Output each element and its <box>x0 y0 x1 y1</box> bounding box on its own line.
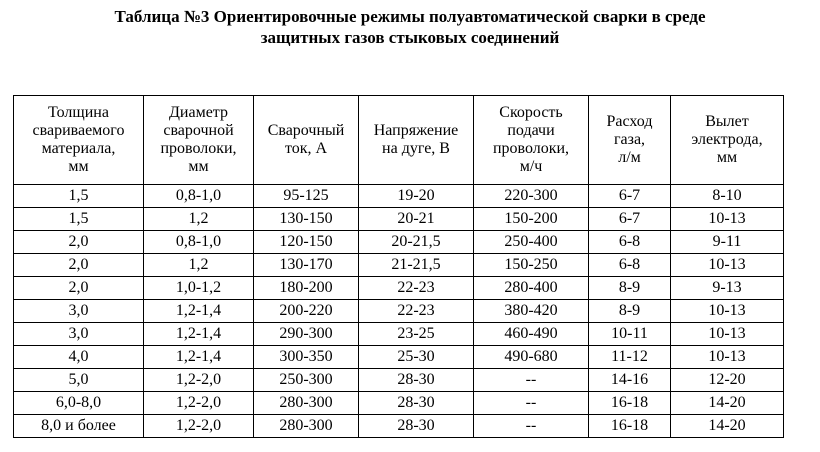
cell-gas-flow: 6-8 <box>589 254 671 277</box>
cell-electrode-stickout: 9-11 <box>671 231 784 254</box>
cell-gas-flow: 16-18 <box>589 415 671 438</box>
cell-gas-flow: 6-7 <box>589 208 671 231</box>
cell-wire-diameter: 1,2 <box>144 208 254 231</box>
cell-gas-flow: 11-12 <box>589 346 671 369</box>
table-title-line-2: защитных газов стыковых соединений <box>260 28 560 47</box>
header-electrode-stickout <box>671 96 784 185</box>
header-line: проволоки, <box>492 140 570 157</box>
cell-wire-feed-speed: 250-400 <box>474 231 589 254</box>
cell-gas-flow: 8-9 <box>589 277 671 300</box>
cell-thickness: 3,0 <box>14 300 144 323</box>
header-line: электрода, <box>691 131 763 148</box>
table-row <box>14 323 784 346</box>
cell-thickness: 1,5 <box>14 208 144 231</box>
table-row <box>14 369 784 392</box>
cell-arc-voltage: 20-21 <box>359 208 474 231</box>
cell-welding-current: 290-300 <box>254 323 359 346</box>
header-gas-flow <box>589 96 671 185</box>
table-row <box>14 346 784 369</box>
table-row <box>14 392 784 415</box>
header-line: Вылет <box>705 113 749 130</box>
header-line: сварочной <box>163 122 234 139</box>
header-line: газа, <box>613 131 646 148</box>
header-line: свариваемого <box>32 122 125 139</box>
header-line: л/м <box>618 149 641 166</box>
cell-welding-current: 120-150 <box>254 231 359 254</box>
cell-thickness: 1,5 <box>14 185 144 208</box>
cell-arc-voltage: 28-30 <box>359 392 474 415</box>
table-header-row <box>14 96 784 185</box>
cell-wire-diameter: 1,2-2,0 <box>144 392 254 415</box>
cell-welding-current: 180-200 <box>254 277 359 300</box>
header-wire-diameter <box>144 96 254 185</box>
cell-gas-flow: 16-18 <box>589 392 671 415</box>
cell-wire-feed-speed: 150-200 <box>474 208 589 231</box>
header-line: Толщина <box>48 104 109 121</box>
table-title <box>0 6 820 48</box>
cell-wire-feed-speed: 380-420 <box>474 300 589 323</box>
cell-wire-diameter: 1,2-1,4 <box>144 346 254 369</box>
cell-gas-flow: 6-8 <box>589 231 671 254</box>
header-line: Диаметр <box>169 104 228 121</box>
cell-thickness: 2,0 <box>14 254 144 277</box>
cell-thickness: 2,0 <box>14 277 144 300</box>
cell-wire-feed-speed: 460-490 <box>474 323 589 346</box>
cell-thickness: 5,0 <box>14 369 144 392</box>
header-line: Сварочный <box>267 122 345 139</box>
header-line: на дуге, В <box>382 140 450 157</box>
cell-thickness: 6,0-8,0 <box>14 392 144 415</box>
cell-wire-diameter: 1,0-1,2 <box>144 277 254 300</box>
cell-electrode-stickout: 10-13 <box>671 254 784 277</box>
cell-welding-current: 300-350 <box>254 346 359 369</box>
cell-wire-diameter: 0,8-1,0 <box>144 185 254 208</box>
cell-welding-current: 130-170 <box>254 254 359 277</box>
header-thickness <box>14 96 144 185</box>
table-body <box>14 185 784 438</box>
table-row <box>14 277 784 300</box>
cell-wire-feed-speed: -- <box>474 369 589 392</box>
table-row <box>14 300 784 323</box>
cell-arc-voltage: 20-21,5 <box>359 231 474 254</box>
header-line: Расход <box>606 113 653 130</box>
header-line: мм <box>188 158 209 175</box>
cell-arc-voltage: 22-23 <box>359 277 474 300</box>
header-line: материала, <box>41 140 116 157</box>
cell-electrode-stickout: 10-13 <box>671 323 784 346</box>
cell-electrode-stickout: 10-13 <box>671 300 784 323</box>
cell-wire-feed-speed: -- <box>474 415 589 438</box>
header-line: Напряжение <box>373 122 459 139</box>
cell-electrode-stickout: 12-20 <box>671 369 784 392</box>
cell-welding-current: 280-300 <box>254 415 359 438</box>
cell-gas-flow: 6-7 <box>589 185 671 208</box>
cell-welding-current: 280-300 <box>254 392 359 415</box>
cell-thickness: 2,0 <box>14 231 144 254</box>
cell-arc-voltage: 25-30 <box>359 346 474 369</box>
cell-wire-diameter: 1,2 <box>144 254 254 277</box>
header-wire-feed-speed <box>474 96 589 185</box>
cell-thickness: 8,0 и более <box>14 415 144 438</box>
cell-electrode-stickout: 10-13 <box>671 346 784 369</box>
cell-arc-voltage: 21-21,5 <box>359 254 474 277</box>
cell-wire-diameter: 1,2-1,4 <box>144 300 254 323</box>
cell-gas-flow: 8-9 <box>589 300 671 323</box>
table-title-line-1: Таблица №3 Ориентировочные режимы полуавтоматической сварки в среде <box>114 7 706 26</box>
cell-thickness: 3,0 <box>14 323 144 346</box>
cell-arc-voltage: 28-30 <box>359 369 474 392</box>
cell-wire-diameter: 0,8-1,0 <box>144 231 254 254</box>
cell-wire-feed-speed: 490-680 <box>474 346 589 369</box>
cell-electrode-stickout: 9-13 <box>671 277 784 300</box>
cell-thickness: 4,0 <box>14 346 144 369</box>
cell-arc-voltage: 28-30 <box>359 415 474 438</box>
header-line: подачи <box>507 122 555 139</box>
header-line: м/ч <box>519 158 543 175</box>
table-row <box>14 185 784 208</box>
header-line: мм <box>716 149 738 166</box>
header-welding-current <box>254 96 359 185</box>
cell-electrode-stickout: 14-20 <box>671 415 784 438</box>
table-row <box>14 254 784 277</box>
cell-electrode-stickout: 8-10 <box>671 185 784 208</box>
header-line: мм <box>68 158 89 175</box>
cell-wire-feed-speed: -- <box>474 392 589 415</box>
cell-gas-flow: 10-11 <box>589 323 671 346</box>
cell-arc-voltage: 19-20 <box>359 185 474 208</box>
cell-welding-current: 130-150 <box>254 208 359 231</box>
cell-gas-flow: 14-16 <box>589 369 671 392</box>
header-line: проволоки, <box>160 140 237 157</box>
cell-welding-current: 250-300 <box>254 369 359 392</box>
cell-arc-voltage: 23-25 <box>359 323 474 346</box>
cell-arc-voltage: 22-23 <box>359 300 474 323</box>
cell-electrode-stickout: 10-13 <box>671 208 784 231</box>
table-row <box>14 208 784 231</box>
table-row <box>14 415 784 438</box>
cell-welding-current: 200-220 <box>254 300 359 323</box>
cell-wire-diameter: 1,2-2,0 <box>144 369 254 392</box>
cell-wire-diameter: 1,2-2,0 <box>144 415 254 438</box>
cell-electrode-stickout: 14-20 <box>671 392 784 415</box>
cell-wire-feed-speed: 220-300 <box>474 185 589 208</box>
welding-modes-table <box>13 95 784 438</box>
cell-wire-diameter: 1,2-1,4 <box>144 323 254 346</box>
header-arc-voltage <box>359 96 474 185</box>
cell-wire-feed-speed: 150-250 <box>474 254 589 277</box>
cell-welding-current: 95-125 <box>254 185 359 208</box>
table-row <box>14 231 784 254</box>
header-line: ток, А <box>284 140 328 157</box>
cell-wire-feed-speed: 280-400 <box>474 277 589 300</box>
header-line: Скорость <box>499 104 563 121</box>
